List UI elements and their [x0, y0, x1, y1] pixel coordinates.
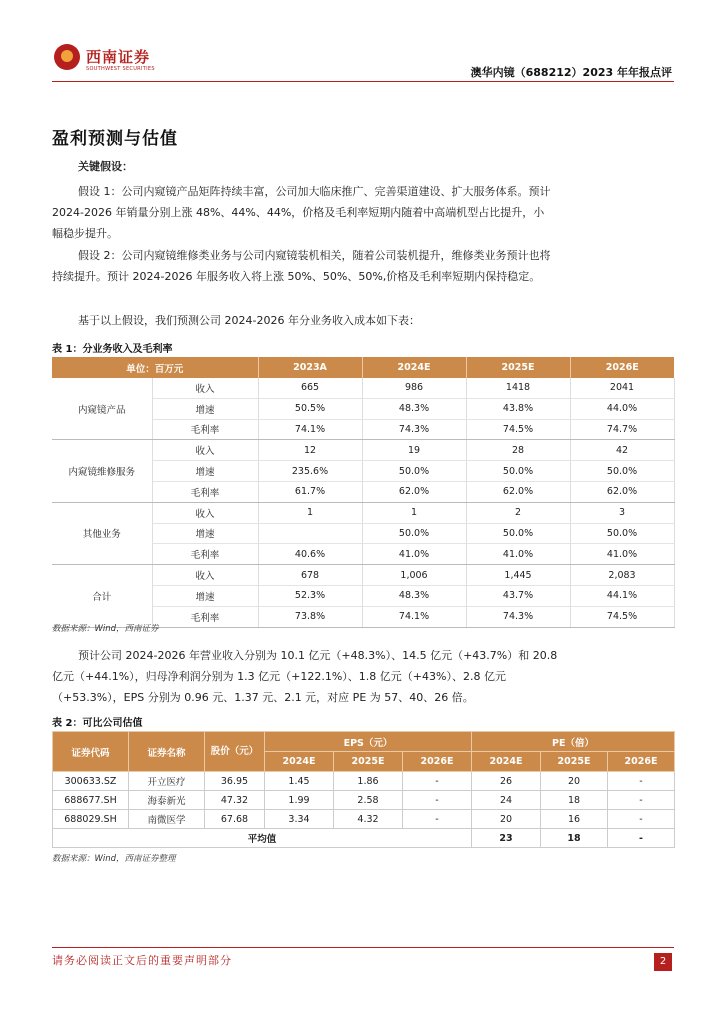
cell: 1,006 [362, 565, 466, 586]
cell-code: 688677.SH [53, 791, 129, 810]
cell: 1 [258, 502, 362, 523]
table-row [52, 565, 674, 586]
section-title: 盈利预测与估值 [52, 129, 178, 149]
eps-year: 2025E [334, 752, 403, 772]
cell: 44.0% [570, 398, 674, 419]
cell: 12 [258, 440, 362, 461]
cell: 50.0% [570, 523, 674, 544]
cell: 74.1% [362, 606, 466, 627]
cell: 48.3% [362, 585, 466, 606]
cell: 1,445 [466, 565, 570, 586]
table-row [52, 502, 674, 523]
logo-en: SOUTHWEST SECURITIES [86, 66, 155, 72]
cell: 48.3% [362, 398, 466, 419]
cell-pe: - [608, 791, 675, 810]
cell: 40.6% [258, 544, 362, 565]
col-2025e: 2025E [466, 357, 570, 378]
cell: 62.0% [466, 481, 570, 502]
cell: 235.6% [258, 461, 362, 482]
table-row [53, 810, 675, 829]
logo-icon [54, 44, 80, 70]
cell-code: 688029.SH [53, 810, 129, 829]
cell: 986 [362, 378, 466, 398]
cell: 2,083 [570, 565, 674, 586]
metric: 增速 [152, 398, 258, 419]
cell-price: 36.95 [205, 772, 265, 791]
header-eps: EPS（元） [265, 732, 472, 752]
group-name: 其他业务 [52, 502, 152, 564]
average-row [53, 829, 675, 848]
cell-eps: 3.34 [265, 810, 334, 829]
cell-pe: 20 [472, 810, 541, 829]
disclaimer-text: 请务必阅读正文后的重要声明部分 [52, 954, 232, 967]
header-name: 证券名称 [129, 732, 205, 772]
pe-year: 2024E [472, 752, 541, 772]
table-intro: 基于以上假设，我们预测公司 2024-2026 年分业务收入成本如下表： [78, 314, 420, 327]
group-name: 内窥镜维修服务 [52, 440, 152, 502]
cell-pe: 20 [541, 772, 608, 791]
cell: 74.1% [258, 419, 362, 440]
cell: 74.3% [362, 419, 466, 440]
metric: 毛利率 [152, 606, 258, 627]
col-2023a: 2023A [258, 357, 362, 378]
cell-name: 开立医疗 [129, 772, 205, 791]
cell: 678 [258, 565, 362, 586]
forecast-paragraph: 预计公司 2024-2026 年营业收入分别为 10.1 亿元（+48.3%）、14.5 亿元（+43.7%）和 20.8 亿元（+44.1%），归母净利润分别为 1.3 亿元（+122.1%）、1.8 亿元（+43%）、2.8 亿元（+53.3%），EPS 分别为 0.96 元、1.37 元、2.1 元，对应 PE 为 57、40、26 倍。 [52, 649, 558, 704]
cell: 74.5% [466, 419, 570, 440]
col-2026e: 2026E [570, 357, 674, 378]
cell-pe: 18 [541, 791, 608, 810]
metric: 毛利率 [152, 481, 258, 502]
cell-eps: 1.99 [265, 791, 334, 810]
table2-source: 数据来源：Wind，西南证券整理 [52, 854, 176, 864]
cell: 62.0% [570, 481, 674, 502]
pe-year: 2025E [541, 752, 608, 772]
metric: 收入 [152, 378, 258, 398]
pe-year: 2026E [608, 752, 675, 772]
col-2024e: 2024E [362, 357, 466, 378]
table-row [52, 440, 674, 461]
cell-name: 海泰新光 [129, 791, 205, 810]
cell: 41.0% [362, 544, 466, 565]
segment-revenue-table [52, 357, 675, 628]
cell-pe: 24 [472, 791, 541, 810]
table-header-row [52, 357, 674, 378]
avg-pe: 23 [472, 829, 541, 848]
footer-divider [52, 947, 674, 948]
cell-eps: - [403, 810, 472, 829]
cell-name: 南微医学 [129, 810, 205, 829]
cell: 62.0% [362, 481, 466, 502]
cell: 42 [570, 440, 674, 461]
cell: 50.0% [570, 461, 674, 482]
cell: 43.8% [466, 398, 570, 419]
logo-cn: 西南证券 [86, 48, 151, 66]
assumption-1: 假设 1：公司内窥镜产品矩阵持续丰富，公司加大临床推广、完善渠道建设、扩大服务体系。预计 2024-2026 年销量分别上涨 48%、44%、44%，价格及毛利率短期内随着中高端机型占比提升，小幅稳步提升。 [52, 185, 551, 240]
cell: 1418 [466, 378, 570, 398]
avg-pe: 18 [541, 829, 608, 848]
cell: 2 [466, 502, 570, 523]
cell-eps: 2.58 [334, 791, 403, 810]
assumption-2: 假设 2：公司内窥镜维修类业务与公司内窥镜装机相关，随着公司装机提升，维修类业务预计也将持续提升。预计 2024-2026 年服务收入将上涨 50%、50%、50%,价格及毛利率短期内保持稳定。 [52, 249, 551, 283]
metric: 毛利率 [152, 544, 258, 565]
header-divider [52, 81, 674, 82]
cell: 2041 [570, 378, 674, 398]
cell-eps: - [403, 791, 472, 810]
metric: 毛利率 [152, 419, 258, 440]
cell: 44.1% [570, 585, 674, 606]
cell: 73.8% [258, 606, 362, 627]
cell: 43.7% [466, 585, 570, 606]
metric: 增速 [152, 461, 258, 482]
cell-pe: 16 [541, 810, 608, 829]
cell: 665 [258, 378, 362, 398]
comparable-valuation-table [52, 731, 675, 848]
cell: 3 [570, 502, 674, 523]
cell: 52.3% [258, 585, 362, 606]
table1-source: 数据来源：Wind，西南证券 [52, 624, 159, 634]
eps-year: 2024E [265, 752, 334, 772]
cell: 28 [466, 440, 570, 461]
cell: 1 [362, 502, 466, 523]
cell: 50.0% [362, 523, 466, 544]
cell: 50.0% [466, 523, 570, 544]
metric: 收入 [152, 565, 258, 586]
table-row [53, 772, 675, 791]
page-number: 2 [654, 953, 672, 971]
table1-title: 表 1：分业务收入及毛利率 [52, 344, 173, 355]
cell-pe: 26 [472, 772, 541, 791]
cell: 41.0% [466, 544, 570, 565]
cell: 41.0% [570, 544, 674, 565]
cell-pe: - [608, 810, 675, 829]
metric: 增速 [152, 523, 258, 544]
avg-pe: - [608, 829, 675, 848]
cell-pe: - [608, 772, 675, 791]
group-name: 内窥镜产品 [52, 378, 152, 440]
cell: 50.0% [466, 461, 570, 482]
unit-label: 单位：百万元 [52, 357, 258, 378]
table-row [52, 378, 674, 398]
cell-eps: 1.86 [334, 772, 403, 791]
header-pe: PE（倍） [472, 732, 675, 752]
metric: 收入 [152, 440, 258, 461]
average-label: 平均值 [53, 829, 472, 848]
cell-price: 67.68 [205, 810, 265, 829]
cell: 50.0% [362, 461, 466, 482]
group-name: 合计 [52, 565, 152, 627]
report-title: 澳华内镜（688212）2023 年年报点评 [470, 66, 672, 79]
cell: 50.5% [258, 398, 362, 419]
metric: 收入 [152, 502, 258, 523]
eps-year: 2026E [403, 752, 472, 772]
cell [258, 523, 362, 544]
cell: 19 [362, 440, 466, 461]
cell: 74.3% [466, 606, 570, 627]
cell: 74.7% [570, 419, 674, 440]
cell-code: 300633.SZ [53, 772, 129, 791]
cell: 61.7% [258, 481, 362, 502]
cell-eps: 1.45 [265, 772, 334, 791]
cell-eps: 4.32 [334, 810, 403, 829]
table2-title: 表 2：可比公司估值 [52, 718, 143, 729]
header-code: 证券代码 [53, 732, 129, 772]
metric: 增速 [152, 585, 258, 606]
key-assumptions-label: 关键假设： [78, 160, 133, 173]
cell-eps: - [403, 772, 472, 791]
cell-price: 47.32 [205, 791, 265, 810]
header-price: 股价（元） [205, 732, 265, 772]
table-header-row [53, 732, 675, 752]
table-row [53, 791, 675, 810]
cell: 74.5% [570, 606, 674, 627]
